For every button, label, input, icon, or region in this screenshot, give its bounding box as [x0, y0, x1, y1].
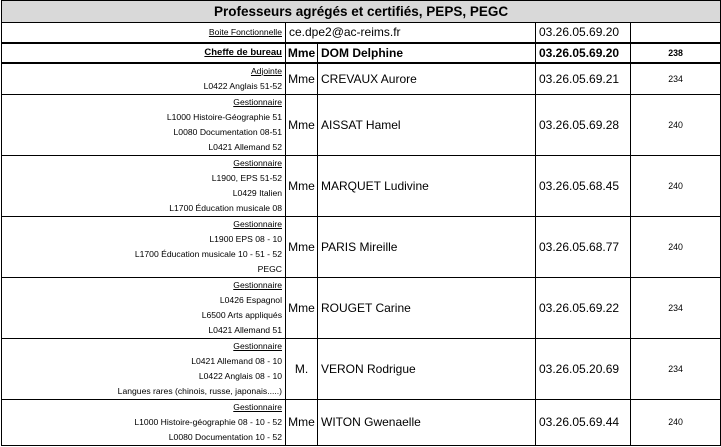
civility-cell: Mme	[286, 216, 318, 277]
civility-cell: Mme	[286, 277, 318, 338]
role-cell	[2, 399, 286, 445]
role-cell	[2, 216, 286, 277]
phone-number: 03.26.05.69.20	[536, 43, 631, 63]
role-label: Gestionnaire	[233, 218, 282, 229]
role-label: Cheffe de bureau	[204, 47, 282, 58]
assignment-line: L0080 Documentation 10 - 52	[168, 431, 282, 442]
office-extension: 240	[631, 155, 721, 216]
functional-box-label-text: Boite Fonctionnelle	[208, 26, 282, 37]
assignment-line: L1900 EPS 08 - 10	[209, 233, 282, 244]
civility-cell: Mme	[286, 63, 318, 95]
assignment-line: L0422 Anglais 08 - 10	[198, 370, 282, 381]
phone-number: 03.26.05.69.22	[536, 277, 631, 338]
office-extension: 240	[631, 216, 721, 277]
phone-number: 03.26.05.69.44	[536, 399, 631, 445]
functional-box-email: ce.dpe2@ac-reims.fr	[286, 23, 536, 43]
person-name: ROUGET Carine	[318, 277, 536, 338]
office-extension: 234	[631, 277, 721, 338]
role-label: Gestionnaire	[233, 401, 282, 412]
role-label: Gestionnaire	[233, 96, 282, 107]
office-extension: 240	[631, 399, 721, 445]
office-extension: 240	[631, 94, 721, 155]
table-row	[2, 94, 721, 155]
table-row	[2, 399, 721, 445]
table-row	[2, 43, 721, 63]
role-label: Gestionnaire	[233, 279, 282, 290]
assignment-line: L0429 Italien	[232, 187, 282, 198]
table-row	[2, 155, 721, 216]
phone-number: 03.26.05.20.69	[536, 338, 631, 399]
phone-number: 03.26.05.69.21	[536, 63, 631, 95]
staff-directory-table	[1, 0, 721, 446]
person-name: PARIS Mireille	[318, 216, 536, 277]
phone-number: 03.26.05.69.28	[536, 94, 631, 155]
assignment-line: L1700 Éducation musicale 10 - 51 - 52	[134, 248, 282, 259]
functional-box-ext	[631, 23, 721, 43]
assignment-line: Langues rares (chinois, russe, japonais.....)	[117, 385, 282, 396]
assignment-line: L0421 Allemand 52	[208, 141, 282, 152]
person-name: AISSAT Hamel	[318, 94, 536, 155]
civility-cell: M.	[286, 338, 318, 399]
civility-cell: Mme	[286, 399, 318, 445]
assignment-line: L0421 Allemand 08 - 10	[191, 355, 282, 366]
role-cell	[2, 277, 286, 338]
table-row	[2, 338, 721, 399]
assignment-line: L1000 Histoire-géographie 08 - 10 - 52	[134, 416, 282, 427]
role-label: Gestionnaire	[233, 340, 282, 351]
phone-number: 03.26.05.68.77	[536, 216, 631, 277]
civility-cell: Mme	[286, 43, 318, 63]
person-name: WITON Gwenaelle	[318, 399, 536, 445]
role-cell	[2, 338, 286, 399]
assignment-line: L0422 Anglais 51-52	[203, 80, 282, 91]
title-row	[2, 1, 721, 23]
phone-number: 03.26.05.68.45	[536, 155, 631, 216]
assignment-line: L0080 Documentation 08-51	[173, 126, 282, 137]
role-label: Adjointe	[250, 65, 282, 76]
assignment-line: L6500 Arts appliqués	[201, 309, 282, 320]
assignment-line: PEGC	[257, 263, 282, 274]
table-row	[2, 277, 721, 338]
functional-box-label	[2, 23, 286, 43]
table-row	[2, 63, 721, 95]
functional-box-phone: 03.26.05.69.20	[536, 23, 631, 43]
table-row	[2, 216, 721, 277]
functional-box-row	[2, 23, 721, 43]
role-cell	[2, 63, 286, 95]
office-extension: 238	[631, 43, 721, 63]
role-cell	[2, 155, 286, 216]
person-name: DOM Delphine	[318, 43, 536, 63]
office-extension: 234	[631, 338, 721, 399]
role-label: Gestionnaire	[233, 157, 282, 168]
assignment-line: L1900, EPS 51-52	[211, 172, 282, 183]
person-name: CREVAUX Aurore	[318, 63, 536, 95]
person-name: MARQUET Ludivine	[318, 155, 536, 216]
table-title: Professeurs agrégés et certifiés, PEPS, PEGC	[2, 1, 721, 23]
civility-cell: Mme	[286, 155, 318, 216]
office-extension: 234	[631, 63, 721, 95]
assignment-line: L0421 Allemand 51	[208, 324, 282, 335]
role-cell	[2, 94, 286, 155]
civility-cell: Mme	[286, 94, 318, 155]
assignment-line: L1700 Éducation musicale 08	[169, 202, 282, 213]
person-name: VERON Rodrigue	[318, 338, 536, 399]
assignment-line: L1000 Histoire-Géographie 51	[166, 111, 282, 122]
role-cell	[2, 43, 286, 63]
assignment-line: L0426 Espagnol	[219, 294, 282, 305]
